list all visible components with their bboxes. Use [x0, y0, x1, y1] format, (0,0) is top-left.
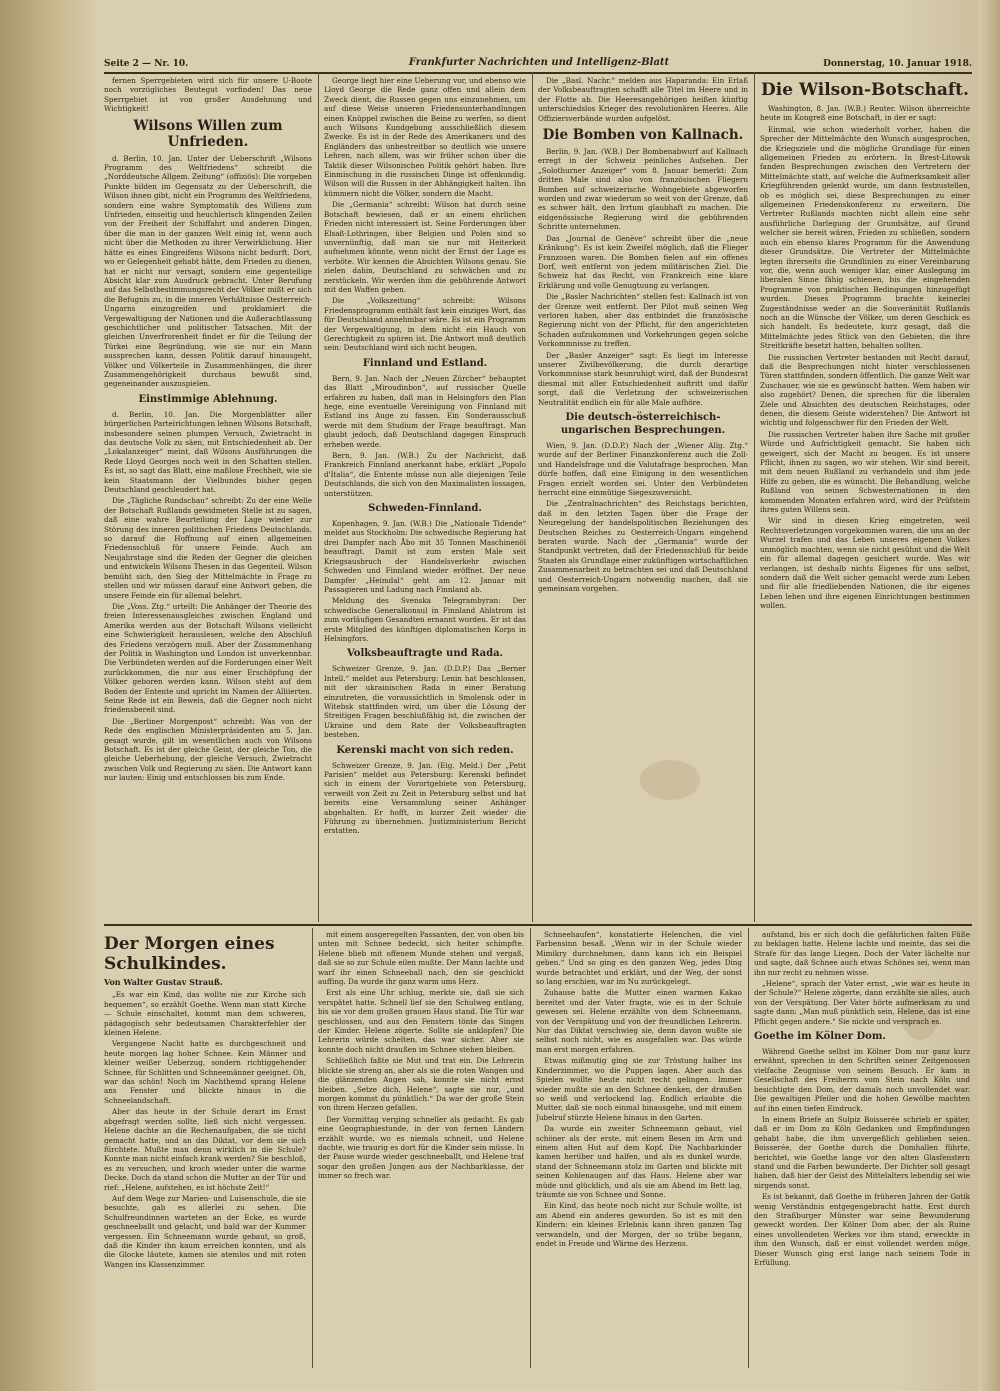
column-1: [104, 76, 312, 920]
story-text: Aber das heute in der Schule derart im Ernst abgefragt werden sollte, ließ sich nicht vergessen. Helene dachte an die Rechenaufgaben, die sie nicht gemacht hatte, und an das Diktat, vor dem sie sich fürchtete. Mußte man denn wirklich in die Schule? Konnte man nicht einfach krank werden? Sie beschloß, es zu versuchen, und kroch wieder unter die warme Decke. Doch da stand schon die Mutter an der Tür und rief: „Helene, aufstehen, es ist höchste Zeit!“: [104, 1107, 306, 1192]
story-text: Vergangene Nacht hatte es durchgeschneit und heute morgen lag hoher Schnee. Kein Männer und kleiner weißer Ueberzug, sondern richtiggehender Schnee, für Schlitten und Schneemänner geeignet. Oh, war das schön! Noch im Nachthemd sprang Helene ans Fenster und blickte hinaus in die Schneelandschaft.: [104, 1039, 306, 1105]
headline-goethe-koelner-dom: Goethe im Kölner Dom.: [754, 1031, 886, 1043]
article-text: Die russischen Vertreter haben ihre Sache mit großer Würde und Aufrichtigkeit gemacht. Sie haben sich geweigert, sich der Macht zu beugen. Es ist unsere Pflicht, ihnen zu sagen, wo wir stehen. Wir sind bereit, mit dem neuen Rußland zu verhandeln und ihm jede Hilfe zu geben, die es wünscht. Die Behandlung, welche Rußland von seinen Schwesternationen in den kommenden Monaten erfahren wird, wird der Prüfstein ihres guten Willens sein.: [760, 429, 970, 515]
column-2: [324, 76, 526, 920]
article-text: Schweizer Grenze, 9. Jan. (Eig. Meld.) Der „Petit Parisien“ meldet aus Petersburg: Kerenski befindet sich in einem der Vorortgebiete von Petersburg, verweilt von Zeit zu Zeit in Petersburg selbst und hat bereits eine Versammlung seiner Anhänger abgehalten. Er hofft, in kurzer Zeit wieder die Führung zu übernehmen. Justizministerium Bericht erstatten.: [324, 760, 526, 836]
feuilleton-column-2: [318, 930, 524, 1366]
article-text: Der „Basler Anzeiger“ sagt: Es liegt im Interesse unserer Zivilbevölkerung, die durch derartige Vorkommnisse stark beunruhigt wird, daß der Bundesrat diesmal mit aller Entschiedenheit auftritt und dafür sorgt, daß die Verletzung der schweizerischen Neutralität endlich ein für alle Male aufhöre.: [538, 350, 748, 407]
headline-wilsons-willen: Wilsons Willen zum Unfrieden.: [133, 117, 283, 150]
story-author: Von Walter Gustav Strauß.: [104, 977, 223, 987]
headline-bomben-kallnach: Die Bomben von Kallnach.: [542, 127, 744, 144]
headline-schweden-finnland: Schweden-Finnland.: [368, 503, 482, 515]
story-text: „Helene“, sprach der Vater ernst, „wie war es heute in der Schule?“ Helene zögerte, dann erzählte sie alles, auch von der Verspätung. Der Vater hörte aufmerksam zu und sagte dann: „Man muß pünktlich sein, Helene, das ist eine Pflicht gegen andere.“ Sie nickte und versprach es.: [754, 979, 970, 1026]
story-text: Ein Kind, das heute noch nicht zur Schule wollte, ist am Abend ein anderes geworden. So ist es mit den Kindern: ein kleines Erlebnis kann ihren ganzen Tag verwandeln, und der Morgen, der so trübe begann, endet in Freude und Wärme des Herzens.: [536, 1201, 742, 1248]
headline-einstimmige-ablehnung: Einstimmige Ablehnung.: [138, 393, 278, 405]
page-header: [104, 56, 972, 74]
headline-finnland-estland: Finnland und Estland.: [362, 357, 488, 369]
story-text: aufstand, bis er sich doch die gefährlichen falten Füße zu beklagen hatte. Helene lachte und meinte, das sei die Strafe für das lange Liegen. Doch der Vater lächelte nur und sagte, daß Schnee auch etwas Schönes sei, wenn man ihn nur recht zu nehmen wisse.: [754, 930, 970, 977]
article-text: Wien, 9. Jan. (D.D.P.) Nach der „Wiener Allg. Ztg.“ wurde auf der Berliner Finanzkonferenz auch die Zoll- und Handelsfrage und die Valutafrage besprochen. Man dürfe hoffen, daß eine Einigung in den wesentlichen Fragen erzielt worden sei. Unter den Verbündeten herrscht eine einmütige Siegeszuversicht.: [538, 441, 748, 498]
article-text: Die russischen Vertreter bestanden mit Recht darauf, daß die Besprechungen nicht hinter verschlossenen Türen stattfinden, sondern öffentlich. Die ganze Welt war Zuschauer, wie sie es gewünscht hatten. Wem haben wir also zugehört? Denen, die sprechen für die liberalen Ziele und Absichten des deutschen Reichstages, oder denen, die diesem Geiste widerstehen? Die Antwort ist wichtig und folgenschwer für den Frieden der Welt.: [760, 352, 970, 428]
story-text: mit einem ausgeregelten Passanten, der, von oben bis unten mit Schnee bedeckt, sich heiter schimpfte. Helene blieb mit offenem Munde stehen und vergaß, daß sie so zur Schule eilen mußte. Der Mann lachte und warf ihr einen Schneeball nach, den sie geschickt auffing. Da wurde ihr ganz warm ums Herz.: [318, 930, 524, 987]
column-3: [538, 76, 748, 920]
article-text: fernen Sperrgebieten wird sich für unsere U-Boote noch vorzügliches Beutegut vorfinden! Das neue Sperrgebiet ist von großer Ausdehnung und Wichtigkeit!: [104, 76, 312, 114]
headline-kerenski: Kerenski macht von sich reden.: [336, 744, 514, 756]
article-text: Während Goethe selbst im Kölner Dom nur ganz kurz erwähnt, sprechen in den Schriften seiner Zeitgenossen vielfache Zeugnisse von seinem Besuch. Er kam in Gesellschaft des Freiherrn vom Stein nach Köln und besichtigte den Dom, der damals noch unvollendet war. Die gewaltigen Pfeiler und die hohen Gewölbe machten auf ihn einen tiefen Eindruck.: [754, 1047, 970, 1113]
story-text: Erst als eine Uhr schlug, merkte sie, daß sie sich verspätet hatte. Schnell lief sie den Schulweg entlang, bis sie vor dem großen grauen Haus stand. Die Tür war geschlossen, und aus den Fenstern tönte das Singen der Kinder. Helene zögerte. Sollte sie anklopfen? Die Lehrerin würde schelten, das war sicher. Aber sie konnte doch nicht draußen im Schnee stehen bleiben.: [318, 988, 524, 1054]
feuilleton-column-1: [104, 930, 306, 1366]
headline-wilson-botschaft: Die Wilson-Botschaft.: [761, 80, 969, 100]
article-text: Das „Journal de Genève“ schreibt über die „neue Kränkung“: Es ist kein Zweifel möglich, daß die Flieger Franzosen waren. Die Bomben fielen auf ein offenes Dorf, weit entfernt von jedem militärischen Ziel. Die Schweiz hat das Recht, von Frankreich eine klare Erklärung und volle Genugtuung zu verlangen.: [538, 233, 748, 290]
newspaper-title: Frankfurter Nachrichten und Intelligenz-Blatt: [408, 57, 670, 68]
story-text: Da wurde ein zweiter Schneemann gebaut, viel schöner als der erste, mit einem Besen im Arm und einem alten Hut auf dem Kopf. Die Nachbarkinder kamen herüber und halfen, und als es dunkel wurde, stand der Schneemann stolz im Garten und blickte mit seinen Kohlenaugen auf das Haus. Helene aber war müde und glücklich, und als sie am Abend im Bett lag, träumte sie von Schnee und Sonne.: [536, 1124, 742, 1199]
column-rule: [530, 928, 531, 1368]
article-text: Schweizer Grenze, 9. Jan. (D.D.P.) Das „Berner Intell.“ meldet aus Petersburg: Lenin hat beschlossen, mit der ukrainischen Rada in einer Beratung einzutreten, die voraussichtlich in Smolensk oder in Witebsk stattfinden wird, um über die Lösung der Streitigen Fragen beschlußfähig ist, die zwischen der Ukraine und dem Rate der Volksbeauftragten bestehen.: [324, 664, 526, 740]
story-text: Etwas mißmutig ging sie zur Tröstung halber ins Kinderzimmer, wo die Puppen lagen. Aber auch das Spielen wollte heute nicht recht gelingen. Immer wieder mußte sie an den Schnee denken, der draußen so weiß und verlockend lag. Endlich erlaubte die Mutter, daß sie noch einmal hinausgehe, und mit einem Jubelruf stürzte Helene hinaus in den Garten.: [536, 1056, 742, 1122]
page-number: Seite 2 — Nr. 10.: [104, 59, 189, 69]
article-text: d. Berlin, 10. Jan. Unter der Ueberschrift „Wilsons Programm des Weltfriedens“ schreibt die „Norddeutsche Allgem. Zeitung“ (offiziös): Die vorgeben Punkte bilden im Gegensatz zu der Ueberschrift, die Wilson ihnen gibt, nicht ein Programm des Weltfriedens, sondern eine wahre Symptomatik des Willens zum Unfrieden, einseitig und heuchlerisch klingenden Zeilen von der Freiheit der Schiffahrt und anderen Dingen, über die man in der ganzen Welt einig ist, wenn auch nicht über die Methoden zu ihrer Verwirklichung. Hier hätte es eines Eingreifens Wilsons nicht bedurft. Dort, wo er Gelegenheit gehabt hätte, dem Frieden zu dienen, hat er nicht nur versagt, sondern eine gegenteilige Absicht klar zum Ausdruck gebracht. Unter Berufung auf das Selbstbestimmungsrecht der Völker mißt er sich die Befugnis zu, in die inneren Verhältnisse Oesterreich-Ungarns einzugreifen und proklamiert die Vergewaltigung der Nationen und die Außerachtlassung geschichtlicher und politischer Tatsachen. Mit der gleichen Unverfrorenheit findet er für die Teilung der Türkei eine Begründung, wie sie nur ein Mann aussprechen kann, dessen Politik darauf hinausgeht, Völker und Völkerteile in Zusammenhängen, die ihrer Zusammengehörigkeit durchaus bewußt sind, gegeneinander auszuspielen.: [104, 153, 312, 389]
story-text: Der Vormittag verging schneller als gedacht. Es gab eine Geographiestunde, in der von fernen Ländern erzählt wurde, wo es niemals schneit, und Helene dachte, wie traurig es dort für die Kinder sein müsse. In der Pause wurde wieder geschneeballt, und Helene traf sogar den großen Jungen aus der Nachbarklasse, der immer so frech war.: [318, 1114, 524, 1181]
issue-date: Donnerstag, 10. Januar 1918.: [823, 59, 972, 69]
article-text: George liegt hier eine Ueberung vor, und ebenso wie Lloyd George die Rede ganz offen und allein dem Zweck dient, die Russen gegen uns einzunehmen, um auf diese Weise unseren Friedensunterhandlungen einen Knüppel zwischen die Beine zu werfen, so dient auch Wilsons Kundgebung ausschließlich diesem Zwecke. Es ist in der Rede des Amerikaners und des Engländers das unbestreitbar so deutlich wie unsere Lehren, nach allem, was wir früher schon über die Taktik dieser Wilsonischen Politik gehört haben. Ihre Einmischung in die russischen Dinge ist offenkundig. Wilson will die Russen in der Abhängigkeit halten. Ihn kümmern nicht die Völker, sondern die Macht.: [324, 76, 526, 198]
article-text: Bern, 9. Jan. (W.B.) Zu der Nachricht, daß Frankreich Finnland anerkannt habe, erklärt „Popolo d'Italia“, die Entente müsse nun alle diejenigen Teile Deutschlands, die sich von den Maximalisten lossagen, unterstützen.: [324, 451, 526, 498]
article-text: Die „Germania“ schreibt: Wilson hat durch seine Botschaft bewiesen, daß er an einem ehrlichen Frieden nicht interessiert ist. Seine Forderungen über Elsaß-Lothringen, über Belgien und Polen sind so unvernünftig, daß man sie nur mit Heiterkeit aufnehmen könnte, wenn nicht der Ernst der Lage es verböte. Wir kennen die Absichten Wilsons genau. Sie zielen dahin, Deutschland zu schwächen und zu zerstückeln. Wir werden ihm die gebührende Antwort mit den Waffen geben.: [324, 200, 526, 294]
article-text: Die „Zentralnachrichten“ des Reichstags berichten, daß in den letzten Tagen über die Frage der Neuregelung der handelspolitischen Beziehungen des Deutschen Reiches zu Oesterreich-Ungarn eingehend beraten wurde. Nach der „Germania“ wurde der Standpunkt vertreten, daß der Friedensschluß für beide Staaten als Grundlage einer zukünftigen wirtschaftlichen Zusammenarbeit zu betrachten sei und daß Deutschland und Oesterreich-Ungarn notwendig machen, daß sie gemeinsam vorgehen.: [538, 499, 748, 594]
column-rule: [748, 928, 749, 1368]
article-text: Die „Voss. Ztg.“ urteilt: Die Anhänger der Theorie des freien Interessenausgleiches zwischen England und Amerika werden aus der Botschaft Wilsons vielleicht eine Schwierigkeit herauslesen, welche den Abschluß des Friedens verzögern muß. Aber der Zusammenhang der Politik in Washington und London ist unverkennbar. Die Verbündeten werden auf die Forderungen einer Welt zurückkommen, die nur aus einer Erschöpfung der Völker geboren werden kann. Wilson steht auf dem Boden der Entente und spricht im Namen der Alliierten. Seine Rede ist ein Beweis, daß die Gegner noch nicht friedensbereit sind.: [104, 601, 312, 715]
article-text: Die „Basl. Nachr.“ melden aus Haparanda: Ein Erlaß der Volksbeauftragten schafft alle Titel im Heere und in der Flotte ab. Die Heeresangehörigen heißen künftig unterschiedslos Krieger des revolutionären Heeres. Alle Offiziersverbände wurden aufgelöst.: [538, 76, 748, 123]
story-text: Auf dem Wege zur Marien- und Luisenschule, die sie besuchte, gab es allerlei zu sehen. Die Schulfreundinnen warteten an der Ecke, es wurde geschneeballt und gelacht, und bald war der Kummer vergessen. Ein Schneemann wurde gebaut, so groß, daß die Kinder ihn kaum erreichen konnten, und als die Glocke läutete, kamen sie atemlos und mit roten Wangen ins Klassenzimmer.: [104, 1193, 306, 1269]
headline-volksbeauftragte-rada: Volksbeauftragte und Rada.: [346, 648, 504, 660]
story-text: Schließlich faßte sie Mut und trat ein. Die Lehrerin blickte sie streng an, aber als sie die roten Wangen und die glänzenden Augen sah, konnte sie nicht ernst bleiben. „Setze dich, Helene“, sagte sie nur, „und morgen kommst du pünktlich.“ Da war der große Stein von ihrem Herzen gefallen.: [318, 1056, 524, 1113]
article-text: Die „Basler Nachrichten“ stellen fest: Kallnach ist von der Grenze weit entfernt. Der Pilot muß seinen Weg verloren haben, aber das entbindet die französische Regierung nicht von der Pflicht, für den angerichteten Schaden aufzukommen und Vorkehrungen gegen solche Vorkommnisse zu treffen.: [538, 292, 748, 349]
page-fold-shadow: [0, 0, 96, 1391]
column-4: [760, 76, 970, 920]
article-text: Kopenhagen, 9. Jan. (W.B.) Die „Nationale Tidende“ meldet aus Stockholm: Die schwedische Regierung hat drei Dampfer nach Åbo mit 35 Tonnen Maschinenöl beauftragt. Damit ist zum ersten Male seit Kriegsausbruch der Handelsverkehr zwischen Schweden und Finnland wieder eröffnet. Der neue Dampfer „Heimdal“ geht am 12. Januar mit Passagieren und Ladung nach Finnland ab.: [324, 519, 526, 594]
article-text: Meldung des Svenska Telegrambyran: Der schwedische Generalkonsul in Finnland Ahlstrom ist zum vorläufigen Gesandten ernannt worden. Er ist das erste Mitglied des künftigen diplomatischen Korps in Helsingfors.: [324, 596, 526, 643]
story-text: Zuhause hatte die Mutter einen warmen Kakao bereitet und der Vater fragte, wie es in der Schule gewesen sei. Helene erzählte von dem Schneemann, von der Verspätung und von der freundlichen Lehrerin. Nur das Diktat verschwieg sie, denn davon wußte sie selbst noch nicht, wie es ausgefallen war. Das würde man erst morgen erfahren.: [536, 988, 742, 1054]
article-text: d. Berlin, 10. Jan. Die Morgenblätter aller bürgerlichen Parteirichtungen lehnen Wilsons Botschaft, insbesondere seinen plumpen Versuch, Zwietracht in das deutsche Volk zu säen, mit Entschiedenheit ab. Der „Lokalanzeiger“ meint, daß Wilsons Ausführungen die Rede Lloyd Georges noch weit in den Schatten stellen. Es ist, so sagt das Blatt, eine maßlose Frechheit, wie sie kein Staatsmann der Vielbundes bisher gegen Deutschland geschleudert hat.: [104, 409, 312, 495]
article-text: Bern, 9. Jan. Nach der „Neuen Zürcher“ behauptet das Blatt „Miroudinbon“, auf russischer Quelle erfahren zu haben, daß man in Helsingfors den Plan hege, eine eventuelle Vereinigung von Finnland mit Estland ins Auge zu fassen. Ein Sonderausschuß werde mit dem Studium der Frage beauftragt. Man glaubt jedoch, daß Deutschland dagegen Einspruch erheben werde.: [324, 373, 526, 449]
article-text: Wir sind in diesen Krieg eingetreten, weil Rechtsverletzungen vorgekommen waren, die uns an der Wurzel trafen und das Leben unseres eigenen Volkes unmöglich machten, wenn sie nicht gesühnt und die Welt ein für allemal dagegen gesichert wurde. Was wir verlangen, ist deshalb nichts Eigenes für uns selbst, sondern daß die Welt sicher gemacht werde zum Leben und für alle friedliebenden Nationen, die ihr eigenes Leben leben und ihre eigenen Einrichtungen bestimmen wollen.: [760, 516, 970, 611]
story-text: Schneehaufen“, konstatierte Helenchen, die viel Farbensinn besaß. „Wenn wir in der Schule wieder Mimikry durchnehmen, dann kann ich ein Beispiel geben.“ Und so ging es den ganzen Weg, jedes Ding wurde betrachtet und erklärt, und der Weg, der sonst so lang erschien, war im Nu zurückgelegt.: [536, 930, 742, 987]
feuilleton-column-4: [754, 930, 970, 1366]
story-title: Der Morgen eines Schulkindes.: [104, 934, 275, 974]
column-rule: [318, 72, 319, 922]
headline-besprechungen: Die deutsch-österreichisch-ungarischen Besprechungen.: [560, 412, 726, 436]
column-rule: [312, 928, 313, 1368]
story-text: „Es war ein Kind, das wollte nie zur Kirche sich bequemen“, so erzählt Goethe. Wenn man statt Kirche — Schule einschaltet, kommt man dem schweren, pädagogisch sehr bedeutsamen Charakterfehler der kleinen Helene.: [104, 990, 306, 1038]
article-text: Die „Volkszeitung“ schreibt: Wilsons Friedensprogramm enthält fast kein einziges Wort, das für Deutschland annehmbar wäre. Es ist ein Programm der Vergewaltigung, in dem nicht ein Hauch von Gerechtigkeit zu spüren ist. Die Antwort muß deutlich sein: Deutschland wird sich nicht beugen.: [324, 296, 526, 353]
feuilleton-column-3: [536, 930, 742, 1366]
page-edge-shadow: [978, 0, 1000, 1391]
article-text: Berlin, 9. Jan. (W.B.) Der Bombenabwurf auf Kallnach erregt in der Schweiz peinliches Aufsehen. Der „Solothurner Anzeiger“ vom 8. Januar bemerkt: Zum dritten Male sind also von französischen Fliegern Bomben auf schweizerische Wohngebiete abgeworfen worden und zwar wiederum so weit von der Grenze, daß es schwer hält, den Irrtum glaubhaft zu machen. Die eidgenössische Regierung wird die gebührenden Schritte unternehmen.: [538, 147, 748, 232]
column-rule: [754, 72, 755, 922]
article-text: Es ist bekannt, daß Goethe in früheren Jahren der Gotik wenig Verständnis entgegengebracht hatte. Erst durch den Straßburger Münster war seine Bewunderung geweckt worden. Der Kölner Dom aber, der als Ruine eines unvollendeten Werkes vor ihm stand, erweckte in ihm den Wunsch, daß er einst vollendet werden möge. Dieser Wunsch ging erst lange nach seinem Tode in Erfüllung.: [754, 1192, 970, 1267]
article-text: Einmal, wie schon wiederholt vorher, haben die Sprecher der Mittelmächte den Wunsch ausgesprochen, die Kriegsziele und die mögliche Grundlage für einen allgemeinen Frieden zu erörtern. In Brest-Litowsk fanden Besprechungen zwischen den Vertretern der Mittelmächte statt, auf welche die Aufmerksamkeit aller Kriegführenden gelenkt wurde, um dann festzustellen, ob es möglich sei, diese Besprechungen zu einer allgemeinen Friedenskonferenz zu erweitern. Die Vertreter Rußlands machten nicht allein eine sehr ausführliche Darlegung der Grundsätze, auf Grund welcher sie bereit wären, Frieden zu schließen, sondern auch ein ebenso klares Programm für die Anwendung dieser Grundsätze. Die Vertreter der Mittelmächte legten ihrerseits die Grundlinien zu einer Vereinbarung vor, die, wenn auch weniger klar, einer Auslegung im liberalen Sinne fähig schienen, bis die eingehenden Programme von praktischen Bedingungen hinzugefügt wurden. Dieses Programm brachte keinerlei Zugeständnisse weder an die Souveränität Rußlands noch an die Wünsche der Völker, um deren Geschick es sich handelt. Es bedeutete, kurz gesagt, daß die Mittelmächte jedes Stück von den Gebieten, die ihre Streitkräfte besetzt hatten, behalten sollten.: [760, 124, 970, 351]
article-text: Die „Tägliche Rundschau“ schreibt: Zu der eine Welle der Botschaft Rußlands gewidmeten Stelle ist zu sagen, daß eine wahre Beurteilung der Lage wieder zur Störung des inneren politischen Friedens Deutschlands, so darauf die Hoffnung auf einen allgemeinen Friedensschluß für unsere Feinde. Auch am Neujahrstage sind die Reden der Gegner die gleichen und entwickeln Wilsons Thesen in das Gegenteil. Wilson bemüht sich, den Sieg der Mittelmächte in Frage zu stellen und wir müssen darauf eine Antwort geben, die unsere Feinde ein für allemal belehrt.: [104, 496, 312, 600]
column-rule: [532, 72, 533, 922]
article-text: In einem Briefe an Sulpiz Boisserée schrieb er später, daß er im Dom zu Köln Gedanken und Empfindungen gehabt habe, die ihm unvergeßlich geblieben seien. Boisserée, der Goethe durch die Domhallen führte, berichtet, wie Goethe lange vor den alten Glasfenstern stand und die Farben bewunderte. Der Dichter soll gesagt haben, daß hier der Geist des Mittelalters lebendig sei wie nirgends sonst.: [754, 1114, 970, 1190]
section-divider: [104, 924, 972, 926]
article-text: Washington, 8. Jan. (W.B.) Reuter. Wilson überreichte heute im Kongreß eine Botschaft, in der er sagt:: [760, 104, 970, 123]
article-text: Die „Berliner Morgenpost“ schreibt: Was von der Rede des englischen Ministerpräsidenten am 5. Jan. gesagt wurde, gilt im wesentlichen auch von Wilsons Botschaft. Es ist der gleiche Geist, der gleiche Ton, die gleiche Ueberhebung, der gleiche Versuch, Zwietracht zwischen Volk und Regierung zu säen. Die Antwort kann nur lauten: Einig und entschlossen bis zum Ende.: [104, 716, 312, 783]
